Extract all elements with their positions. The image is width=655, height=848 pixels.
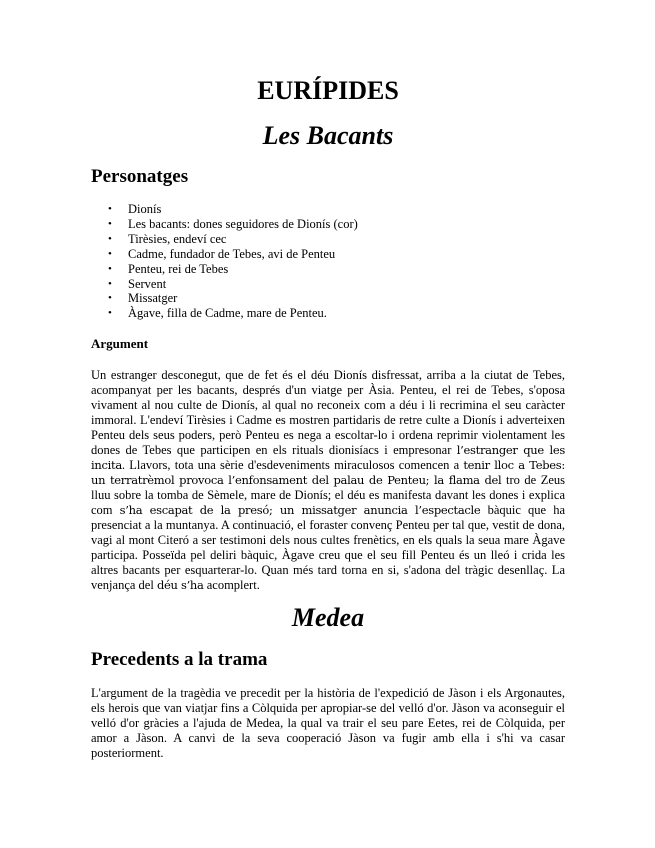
bullet-icon: • <box>108 203 112 215</box>
list-item <box>91 247 358 262</box>
character-name: Cadme, fundador de Tebes, avi de Penteu <box>128 246 336 261</box>
character-name: Servent <box>128 276 167 291</box>
argument-text: acomplert. <box>203 578 260 592</box>
character-name: Les bacants: dones seguidores de Dionís (cor) <box>128 216 358 231</box>
argument-text-alt-font: s’ha escapat de la presó; un missatger anuncia l’espectacle <box>119 503 481 517</box>
argument-text: Un estranger desconegut, que de fet és el déu Dionís disfressat, arriba a la ciutat de Tebes, acompanyat per les bacants, després d'un viatge per Àsia. Penteu, el rei de Tebes, s'oposa vivament al nou culte de Dionís, al qual no reconeix com a déu i li recrimina el seu caràcter immoral. L'endeví Tirèsies i Cadme es mostren partidaris de retre culte a Dionís i adverteixen Penteu dels seus poders, però Penteu es nega a escoltar-lo i ordena reprimir violentament les dones de Tebes que participen en els rituals dionisíacs i empresonar <box>91 368 565 457</box>
list-item <box>91 217 358 232</box>
character-name: Tirèsies, endeví cec <box>128 231 227 246</box>
characters-list <box>91 202 358 321</box>
bullet-icon: • <box>108 277 112 290</box>
argument-paragraph <box>91 368 565 593</box>
list-item <box>91 277 358 292</box>
character-name: Missatger <box>128 291 178 306</box>
list-item <box>91 262 358 277</box>
argument-text: bàquic que ha presenciat a la muntanya. A continuació, el foraster convenç Penteu per tal que, vestit de dona, vagi al mont Citeró a ser testimoni dels nous cultes frenètics, en els quals la seua mare Àgave participa. Posseïda pel deliri bàquic, Àgave creu que el seu fill Penteu és un lleó i crida les altres bacants per esquarterar-lo. Quan més tard torna en si, s'adona del tràgic desenllaç. La venjança del <box>91 503 565 592</box>
argument-text-alt-font: tenir lloc a Tebes: un terratrèmol provoca l’enfonsament del palau de Penteu; la flama del <box>91 458 565 487</box>
list-item <box>91 291 358 306</box>
precedents-paragraph: L'argument de la tragèdia ve precedit per la història de l'expedició de Jàson i els Argonautes, els herois que van viatjar fins a Còlquida per apropiar-se del velló d'or. Jàson va aconseguir el velló d'or gràcies a l'ajuda de Medea, la qual va trair el seu pare Eetes, rei de Còlquida, per amor a Jàson. A canvi de la seva cooperació Jàson va fugir amb ella i s'hi va casar posteriorment. <box>91 686 565 760</box>
character-name: Penteu, rei de Tebes <box>128 261 229 276</box>
bullet-icon: • <box>108 247 112 260</box>
character-name: Àgave, filla de Cadme, mare de Penteu. <box>128 306 327 321</box>
bullet-icon: • <box>108 262 112 275</box>
precedents-heading: Precedents a la trama <box>91 649 268 670</box>
play-title-medea: Medea <box>291 603 365 632</box>
bullet-icon: • <box>108 232 112 245</box>
argument-text: . Llavors, tota una sèrie d'esdeveniments miraculosos comencen a <box>121 458 464 472</box>
play-title-les-bacants: Les Bacants <box>262 121 394 150</box>
character-name: Dionís <box>128 202 162 216</box>
argument-heading: Argument <box>91 336 149 351</box>
author-heading: EURÍPIDES <box>257 76 399 105</box>
argument-text-alt-font: l’estranger que les incita <box>91 443 565 472</box>
characters-heading: Personatges <box>91 166 189 187</box>
list-item <box>91 306 358 321</box>
list-item <box>91 232 358 247</box>
bullet-icon: • <box>108 307 112 320</box>
bullet-icon: • <box>108 292 112 305</box>
argument-text-alt-font: déu s’ha <box>156 578 204 592</box>
bullet-icon: • <box>108 217 112 230</box>
list-item <box>91 202 358 217</box>
argument-text: tro de Zeus lluu sobre la tomba de Sèmele, mare de Dionís; el déu es manifesta davant les dones i explica com <box>91 473 566 517</box>
